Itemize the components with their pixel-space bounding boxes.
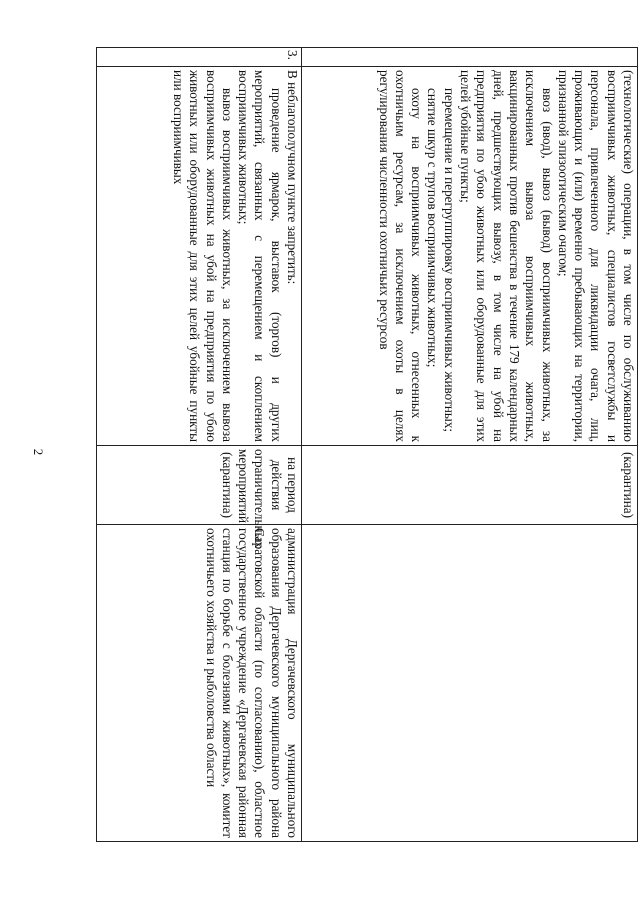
row-number-cell xyxy=(302,48,638,67)
measure-text: проведение ярмарок, выставок (торгов) и других мероприятий, связанных с перемещением и скоплением восприимчивых животных; xyxy=(236,70,284,442)
measures-cell xyxy=(97,67,302,446)
measures-table xyxy=(96,47,638,842)
table-row xyxy=(97,48,302,842)
responsible-cell xyxy=(302,525,638,842)
term-cell: на период действия ограничительных мероприятий (карантина) xyxy=(97,446,302,525)
measures-cell xyxy=(302,67,638,446)
measure-text: перемещение и перегруппировку восприимчивых животных; xyxy=(441,88,457,433)
measure-text: (технологические) операции, в том числе по обслуживанию восприимчивых животных, специалистов госветслужбы и персонала, привлеченного для ликвидации очага, лиц, проживающих и (или) временно пребывающих на территории, признанной эпизоотическим очагом; xyxy=(555,70,636,442)
row-number-cell: 3. xyxy=(97,48,302,67)
rotated-page xyxy=(96,47,638,842)
page-number: 2 xyxy=(31,448,46,456)
measure-text: В неблагополучном пункте запретить: xyxy=(285,70,300,285)
measure-text: вывоз восприимчивых животных, за исключением вывоза восприимчивых животных на убой на предприятия по убою животных или оборудованные для этих целей убойные пункты или восприимчивых xyxy=(170,70,235,442)
responsible-cell xyxy=(97,525,302,842)
measure-text: снятие шкур с трупов восприимчивых животных; xyxy=(425,88,441,368)
table-row xyxy=(302,48,638,842)
measure-text: ввоз (ввод), вывоз (вывод) восприимчивых животных, за исключением вывоза восприимчивых животных, вакцинированных против бешенства в течение 179 календарных дней, предшествующих вывозу, в том числе на убой на предприятия по убою животных или оборудованные для этих целей убойные пункты; xyxy=(458,70,555,442)
measure-text: охоту на восприимчивых животных, отнесенных к охотничьим ресурсам, за исключением охоты в целях регулирования численности охотничьих ресурсов xyxy=(376,70,425,442)
term-cell: (карантина) xyxy=(302,446,638,525)
responsible-text: администрация Дергачевского муниципального образования Дергачевского муниципального района Саратовской области (по согласованию), областное государственное учреждение «Дергачевская районная станция по борьбе с болезнями животных», комитет охотничьего хозяйства и рыболовства области xyxy=(203,528,300,838)
